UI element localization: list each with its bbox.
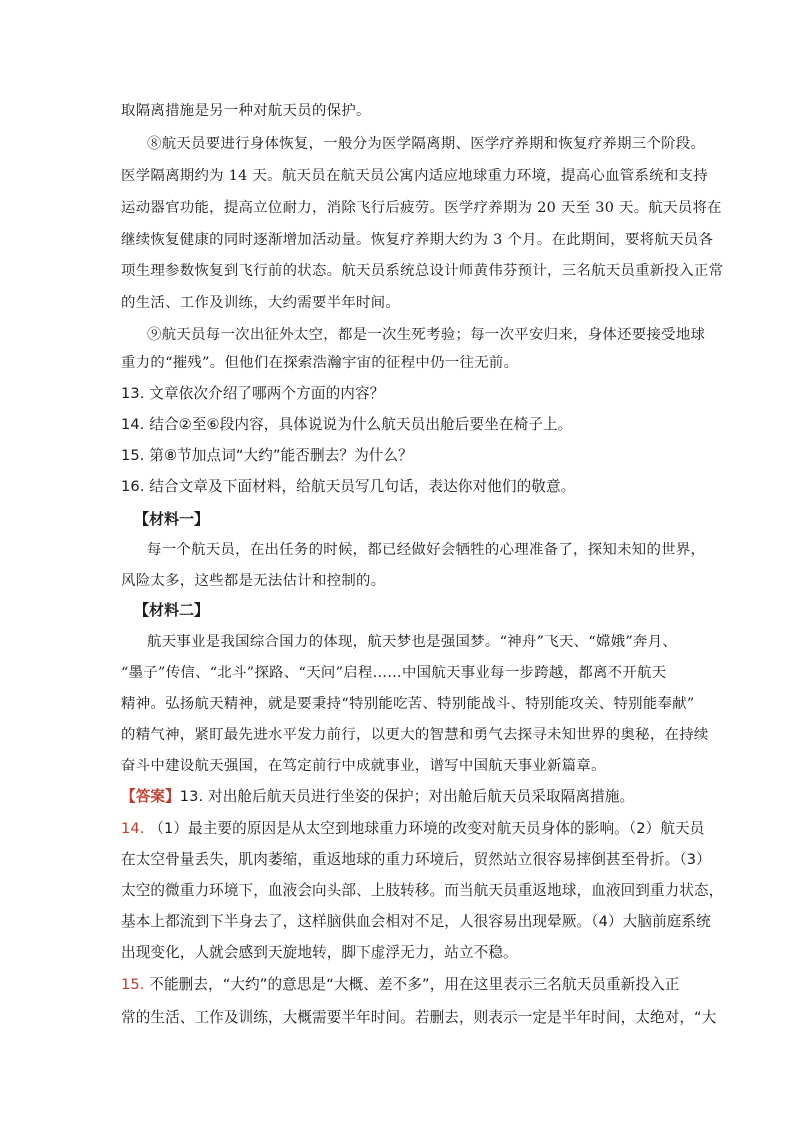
material-1-line: 每一个航天员，在出任务的时候，都已经做好会牺牲的心理准备了，探知未知的世界， [147, 542, 706, 558]
answer-15-line: 常的生活、工作及训练，大概需要半年时间。若删去，则表示一定是半年时间，太绝对，“大 [121, 1009, 717, 1026]
question-16: 16. 结合文章及下面材料，给航天员写几句话，表达你对他们的敬意。 [121, 478, 576, 495]
passage-line: 的生活、工作及训练，大约需要半年时间。 [121, 295, 401, 311]
passage-paragraph-9: ⑨航天员每一次出征外太空，都是一次生死考验；每一次平安归来，身体还要接受地球 [147, 327, 706, 343]
passage-paragraph-8: ⑧航天员要进行身体恢复，一般分为医学隔离期、医学疗养期和恢复疗养期三个阶段。 [147, 136, 706, 152]
question-15: 15. 第⑧节加点词“大约”能否删去？为什么？ [121, 447, 413, 464]
material-2-line: 奋斗中建设航天强国，在笃定前行中成就事业，谱写中国航天事业新篇章。 [121, 758, 606, 774]
passage-line: 医学隔离期约为 14 天。航天员在航天员公寓内适应地球重力环境，提高心血管系统和支持 [121, 168, 708, 184]
passage-line: 项生理参数恢复到飞行前的状态。航天员系统总设计师黄伟芬预计，三名航天员重新投入正常 [121, 263, 724, 279]
answer-15-text: 不能删去，“大约”的意思是“大概、差不多”，用在这里表示三名航天员重新投入正 [149, 976, 680, 993]
passage-line: 运动器官功能，提高立位耐力，消除飞行后疲劳。医学疗养期为 20 天至 30 天。航天员将在 [121, 200, 722, 216]
answer-13-line [121, 787, 634, 807]
answer-14-line: 在太空骨量丢失，肌肉萎缩，重返地球的重力环境后，贸然站立很容易摔倒甚至骨折。（3） [121, 851, 711, 868]
answer-15-number: 15. [121, 976, 145, 993]
material-2-line: 精神。弘扬航天精神，就是要秉持“特别能吃苦、特别能战斗、特别能攻关、特别能奉献” [121, 696, 695, 712]
answer-14-text: （1）最主要的原因是从太空到地球重力环境的改变对航天员身体的影响。（2）航天员 [149, 820, 705, 837]
material-2-line: “墨子”传信、“北斗”探路、“天问”启程……中国航天事业每一步跨越，都离不开航天 [121, 665, 667, 681]
answer-14-line [121, 819, 704, 839]
material-2-line: 的精气神，紧盯最先进水平发力前行，以更大的智慧和勇气去探寻未知世界的奥秘，在持续 [121, 727, 709, 743]
material-1-heading: 【材料一】 [134, 510, 210, 528]
question-14: 14. 结合②至⑥段内容，具体说说为什么航天员出舱后要坐在椅子上。 [121, 416, 573, 433]
answer-label: 【答案】 [121, 788, 180, 805]
material-2-heading: 【材料二】 [134, 601, 210, 619]
answer-14-line: 太空的微重力环境下，血液会向头部、上肢转移。而当航天员重返地球，血液回到重力状态， [121, 882, 724, 899]
answer-13: 13. 对出舱后航天员进行坐姿的保护；对出舱后航天员采取隔离措施。 [179, 788, 635, 805]
passage-line: 重力的“摧残”。但他们在探索浩瀚宇宙的征程中仍一往无前。 [121, 355, 519, 371]
answer-14-line: 基本上都流到下半身去了，这样脑供血会相对不足，人很容易出现晕厥。（4）大脑前庭系统 [121, 913, 711, 930]
passage-line: 继续恢复健康的同时逐渐增加活动量。恢复疗养期大约为 3 个月。在此期间，要将航天员各 [121, 232, 714, 248]
material-2-line: 航天事业是我国综合国力的体现，航天梦也是强国梦。“神舟”飞天、“嫦娥”奔月、 [147, 634, 678, 650]
answer-14-number: 14. [121, 820, 145, 837]
answer-15-line [121, 975, 680, 995]
passage-line: 取隔离措施是另一种对航天员的保护。 [121, 103, 371, 119]
material-1-line: 风险太多，这些都是无法估计和控制的。 [121, 573, 386, 589]
answer-14-line: 出现变化，人就会感到天旋地转，脚下虚浮无力，站立不稳。 [121, 944, 518, 961]
question-13: 13. 文章依次介绍了哪两个方面的内容？ [121, 385, 385, 402]
